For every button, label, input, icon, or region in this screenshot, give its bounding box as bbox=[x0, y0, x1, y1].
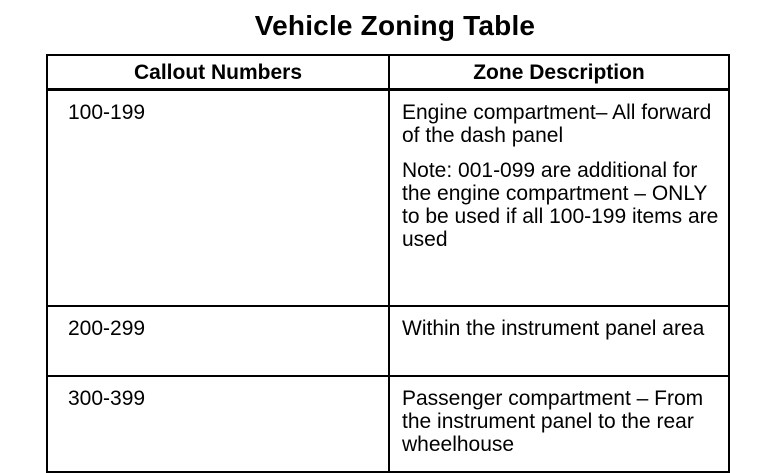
description-cell bbox=[389, 306, 729, 376]
callout-cell: 300-399 bbox=[47, 376, 389, 472]
zone-description-text: Passenger compartment – From the instrument panel to the rear wheelhouse bbox=[402, 387, 704, 456]
zone-description-text: Engine compartment– All forward of the dash panel bbox=[402, 101, 712, 147]
description-cell bbox=[389, 90, 729, 307]
table-row bbox=[47, 90, 729, 307]
page-title: Vehicle Zoning Table bbox=[254, 10, 536, 41]
callout-cell: 100-199 bbox=[47, 90, 389, 307]
table-header-row bbox=[47, 55, 729, 90]
table-row bbox=[47, 376, 729, 472]
zone-description-text: Within the instrument panel area bbox=[402, 317, 705, 340]
zone-note-text: Note: 001-099 are additional for the engine compartment – ONLY to be used if all 100-199 items are used bbox=[402, 159, 719, 251]
header-callout-numbers: Callout Numbers bbox=[47, 55, 389, 90]
description-cell bbox=[389, 376, 729, 472]
table-row bbox=[47, 306, 729, 376]
callout-cell: 200-299 bbox=[47, 306, 389, 376]
vehicle-zoning-table bbox=[46, 54, 730, 473]
header-zone-description: Zone Description bbox=[389, 55, 729, 90]
